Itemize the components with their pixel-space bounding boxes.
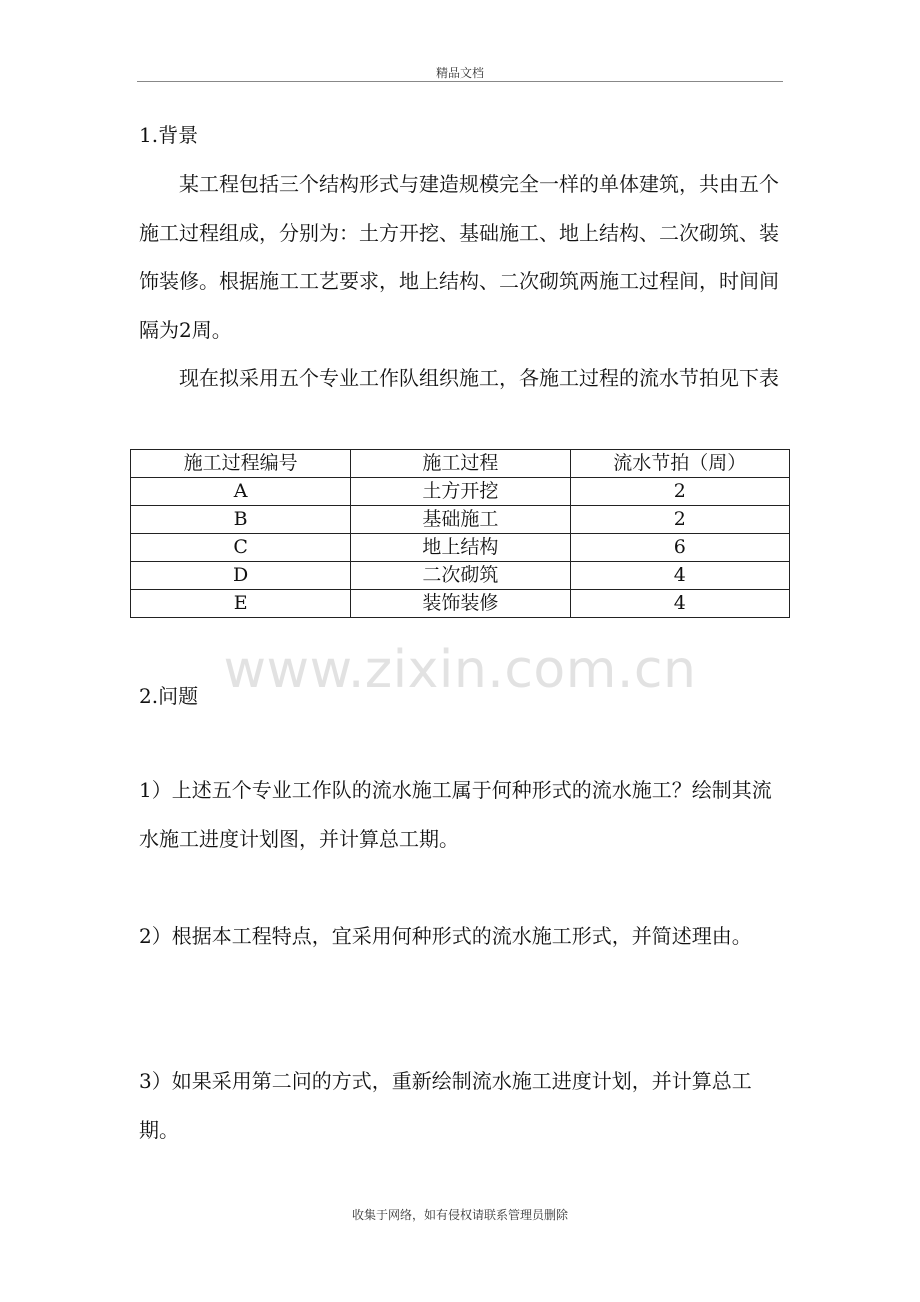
watermark: www.zixin.com.cn [223, 640, 697, 700]
table-header-cell: 流水节拍（周） [570, 450, 789, 478]
questions-heading-block [139, 672, 784, 721]
question-1: 1）上述五个专业工作队的流水施工属于何种形式的流水施工？绘制其流水施工进度计划图，并计算总工期。 [139, 778, 772, 851]
background-heading: 1.背景 [139, 123, 199, 147]
question-2: 2）根据本工程特点，宜采用何种形式的流水施工形式，并简述理由。 [139, 924, 752, 948]
table-cell: B [131, 506, 351, 534]
page-footer: 收集于网络，如有侵权请联系管理员删除 [351, 1208, 568, 1222]
table-row [131, 590, 790, 618]
table-cell: D [131, 562, 351, 590]
table-header-cell: 施工过程编号 [131, 450, 351, 478]
background-paragraph-2: 现在拟采用五个专业工作队组织施工，各施工过程的流水节拍见下表 [179, 366, 779, 390]
table-row [131, 534, 790, 562]
background-section [139, 112, 779, 403]
table-cell: A [131, 478, 351, 506]
flow-beat-table [130, 449, 790, 618]
table-header-row [131, 450, 790, 478]
questions-heading: 2.问题 [139, 684, 199, 708]
table-header-cell: 施工过程 [351, 450, 570, 478]
table-cell: 4 [570, 590, 789, 618]
table-cell: E [131, 590, 351, 618]
header-divider [137, 81, 783, 82]
table-cell: 土方开挖 [351, 478, 570, 506]
question-3: 3）如果采用第二问的方式，重新绘制流水施工进度计划，并计算总工期。 [139, 1069, 752, 1142]
table-cell: 2 [570, 506, 789, 534]
question-3-block [139, 1057, 784, 1154]
table-row [131, 506, 790, 534]
table-cell: 2 [570, 478, 789, 506]
table-cell: 基础施工 [351, 506, 570, 534]
table-cell: 地上结构 [351, 534, 570, 562]
question-1-block [139, 766, 784, 863]
table-cell: 6 [570, 534, 789, 562]
table-row [131, 562, 790, 590]
table-cell: 4 [570, 562, 789, 590]
table-row [131, 478, 790, 506]
table-cell: 二次砌筑 [351, 562, 570, 590]
table-cell: C [131, 534, 351, 562]
background-paragraph-1: 某工程包括三个结构形式与建造规模完全一样的单体建筑，共由五个施工过程组成，分别为：土方开挖、基础施工、地上结构、二次砌筑、装饰装修。根据施工工艺要求，地上结构、二次砌筑两施工过程间，时间间隔为2周。 [139, 172, 779, 342]
page-header: 精品文档 [435, 66, 484, 80]
table-cell: 装饰装修 [351, 590, 570, 618]
question-2-block [139, 912, 784, 961]
